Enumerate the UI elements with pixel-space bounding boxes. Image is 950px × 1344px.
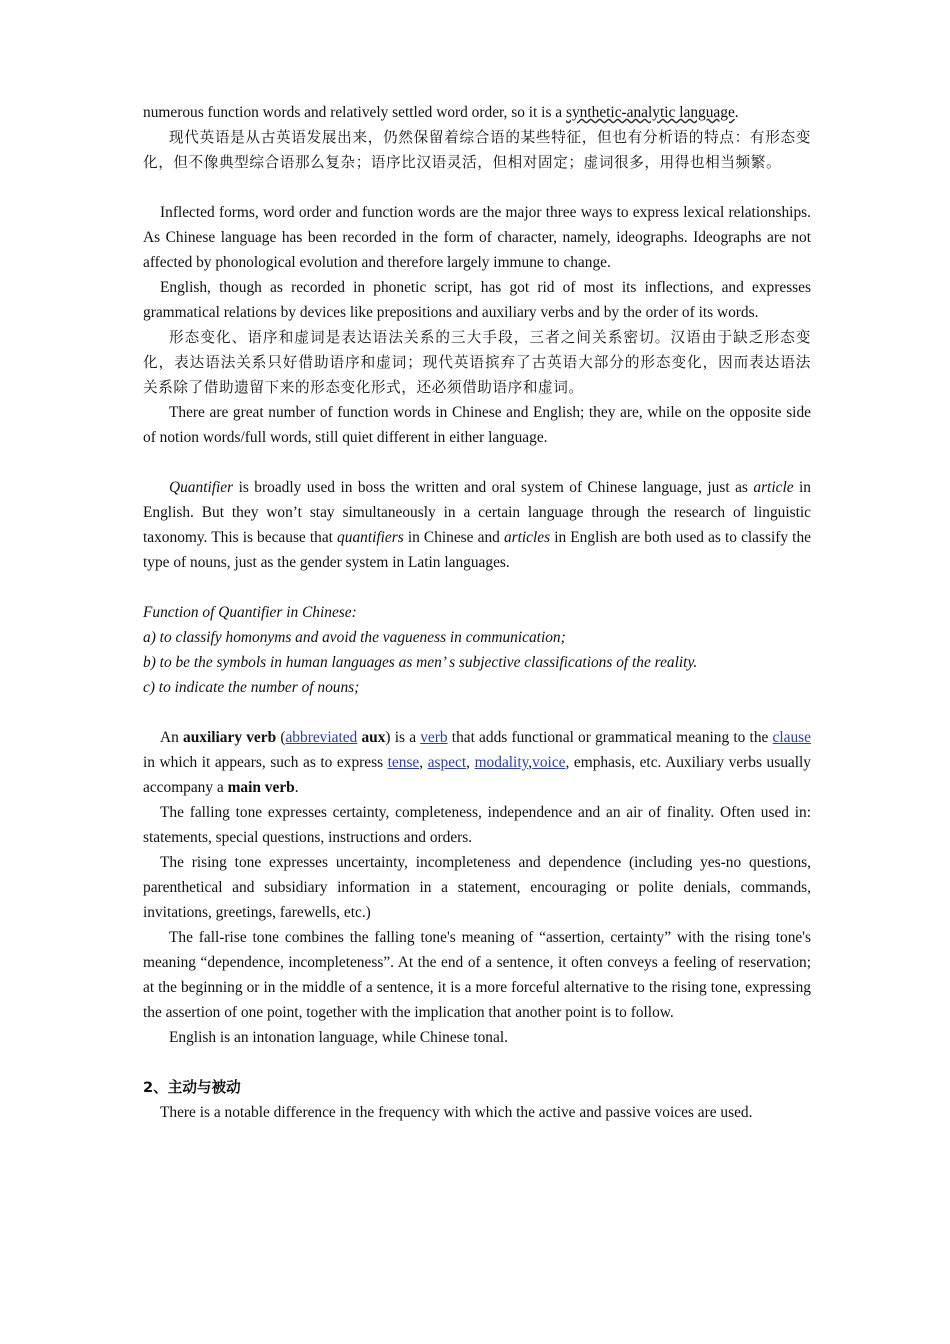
quantifier-function-list [143, 600, 811, 700]
paragraph-function-words: There are great number of function words in Chinese and English; they are, while on the opposite side of notion words/full words, still quiet different in either language. [143, 404, 811, 446]
paragraph-falling-tone: The falling tone expresses certainty, completeness, independence and an air of finality. Often used in: statements, special questions, instructions and orders. [143, 804, 811, 846]
list-item: c) to indicate the number of nouns; [143, 679, 360, 696]
paragraph-intonation: English is an intonation language, while Chinese tonal. [169, 1029, 508, 1046]
paragraph-quantifier: Quantifier is broadly used in boss the written and oral system of Chinese language, just as article in English. But they won’t stay simultaneously in a certain language through the research of linguistic taxonomy. This is because that quantifiers in Chinese and articles in English are both used as to classify the type of nouns, just as the gender system in Latin languages. [143, 479, 811, 571]
link-abbreviated[interactable]: abbreviated [285, 729, 358, 746]
paragraph-active-passive: There is a notable difference in the frequency with which the active and passive voices are used. [160, 1104, 753, 1121]
link-aspect[interactable]: aspect [427, 754, 467, 771]
paragraph-chinese-modern-english: 现代英语是从古英语发展出来，仍然保留着综合语的某些特征，但也有分析语的特点：有形态变化，但不像典型综合语那么复杂；语序比汉语灵活，但相对固定；虚词很多，用得也相当频繁。 [143, 129, 811, 171]
link-tense[interactable]: tense [387, 754, 420, 771]
paragraph-auxiliary-verb: An auxiliary verb (abbreviated aux) is a verb that adds functional or grammatical meaning to the clause in which it appears, such as to express tense, aspect, modality,voice, emphasis, etc. Auxiliary verbs usually accompany a main verb. [143, 729, 812, 796]
link-voice[interactable]: voice [532, 754, 566, 771]
term-synthetic-analytic: synthetic-analytic language [565, 104, 735, 121]
section-heading: 2、主动与被动 [143, 1079, 241, 1096]
list-item: a) to classify homonyms and avoid the vagueness in communication; [143, 629, 566, 646]
paragraph-english-phonetic: English, though as recorded in phonetic script, has got rid of most its inflections, and expresses grammatical relations by devices like prepositions and auxiliary verbs and by the order of its words. [143, 279, 811, 321]
paragraph-fall-rise-tone: The fall-rise tone combines the falling tone's meaning of “assertion, certainty” with the rising tone's meaning “dependence, incompleteness”. At the end of a sentence, it often conveys a feeling of reservation; at the beginning or in the middle of a sentence, it is a more forceful alternative to the rising tone, expressing the assertion of one point, together with the implication that another point is to follow. [143, 929, 811, 1021]
paragraph-rising-tone: The rising tone expresses uncertainty, incompleteness and dependence (including yes-no questions, parenthetical and subsidiary information in a statement, encouraging or polite denials, commands, invitations, greetings, farewells, etc.) [143, 854, 811, 921]
link-verb[interactable]: verb [420, 729, 448, 746]
list-item: b) to be the symbols in human languages as men’ s subjective classifications of the reality. [143, 654, 698, 671]
document-page [143, 100, 811, 1125]
paragraph-inflected-forms: Inflected forms, word order and function words are the major three ways to express lexical relationships. As Chinese language has been recorded in the form of character, namely, ideographs. Ideographs are not affected by phonological evolution and therefore largely immune to change. [143, 204, 811, 271]
link-clause[interactable]: clause [772, 729, 812, 746]
list-title: Function of Quantifier in Chinese: [143, 604, 357, 621]
paragraph-synthetic-analytic: numerous function words and relatively settled word order, so it is a synthetic-analytic language. [143, 104, 739, 121]
paragraph-chinese-grammar-means: 形态变化、语序和虚词是表达语法关系的三大手段，三者之间关系密切。汉语由于缺乏形态变化，表达语法关系只好借助语序和虚词；现代英语摈弃了古英语大部分的形态变化，因而表达语法关系除了借助遗留下来的形态变化形式，还必须借助语序和虚词。 [143, 329, 811, 396]
link-modality[interactable]: modality [474, 754, 529, 771]
